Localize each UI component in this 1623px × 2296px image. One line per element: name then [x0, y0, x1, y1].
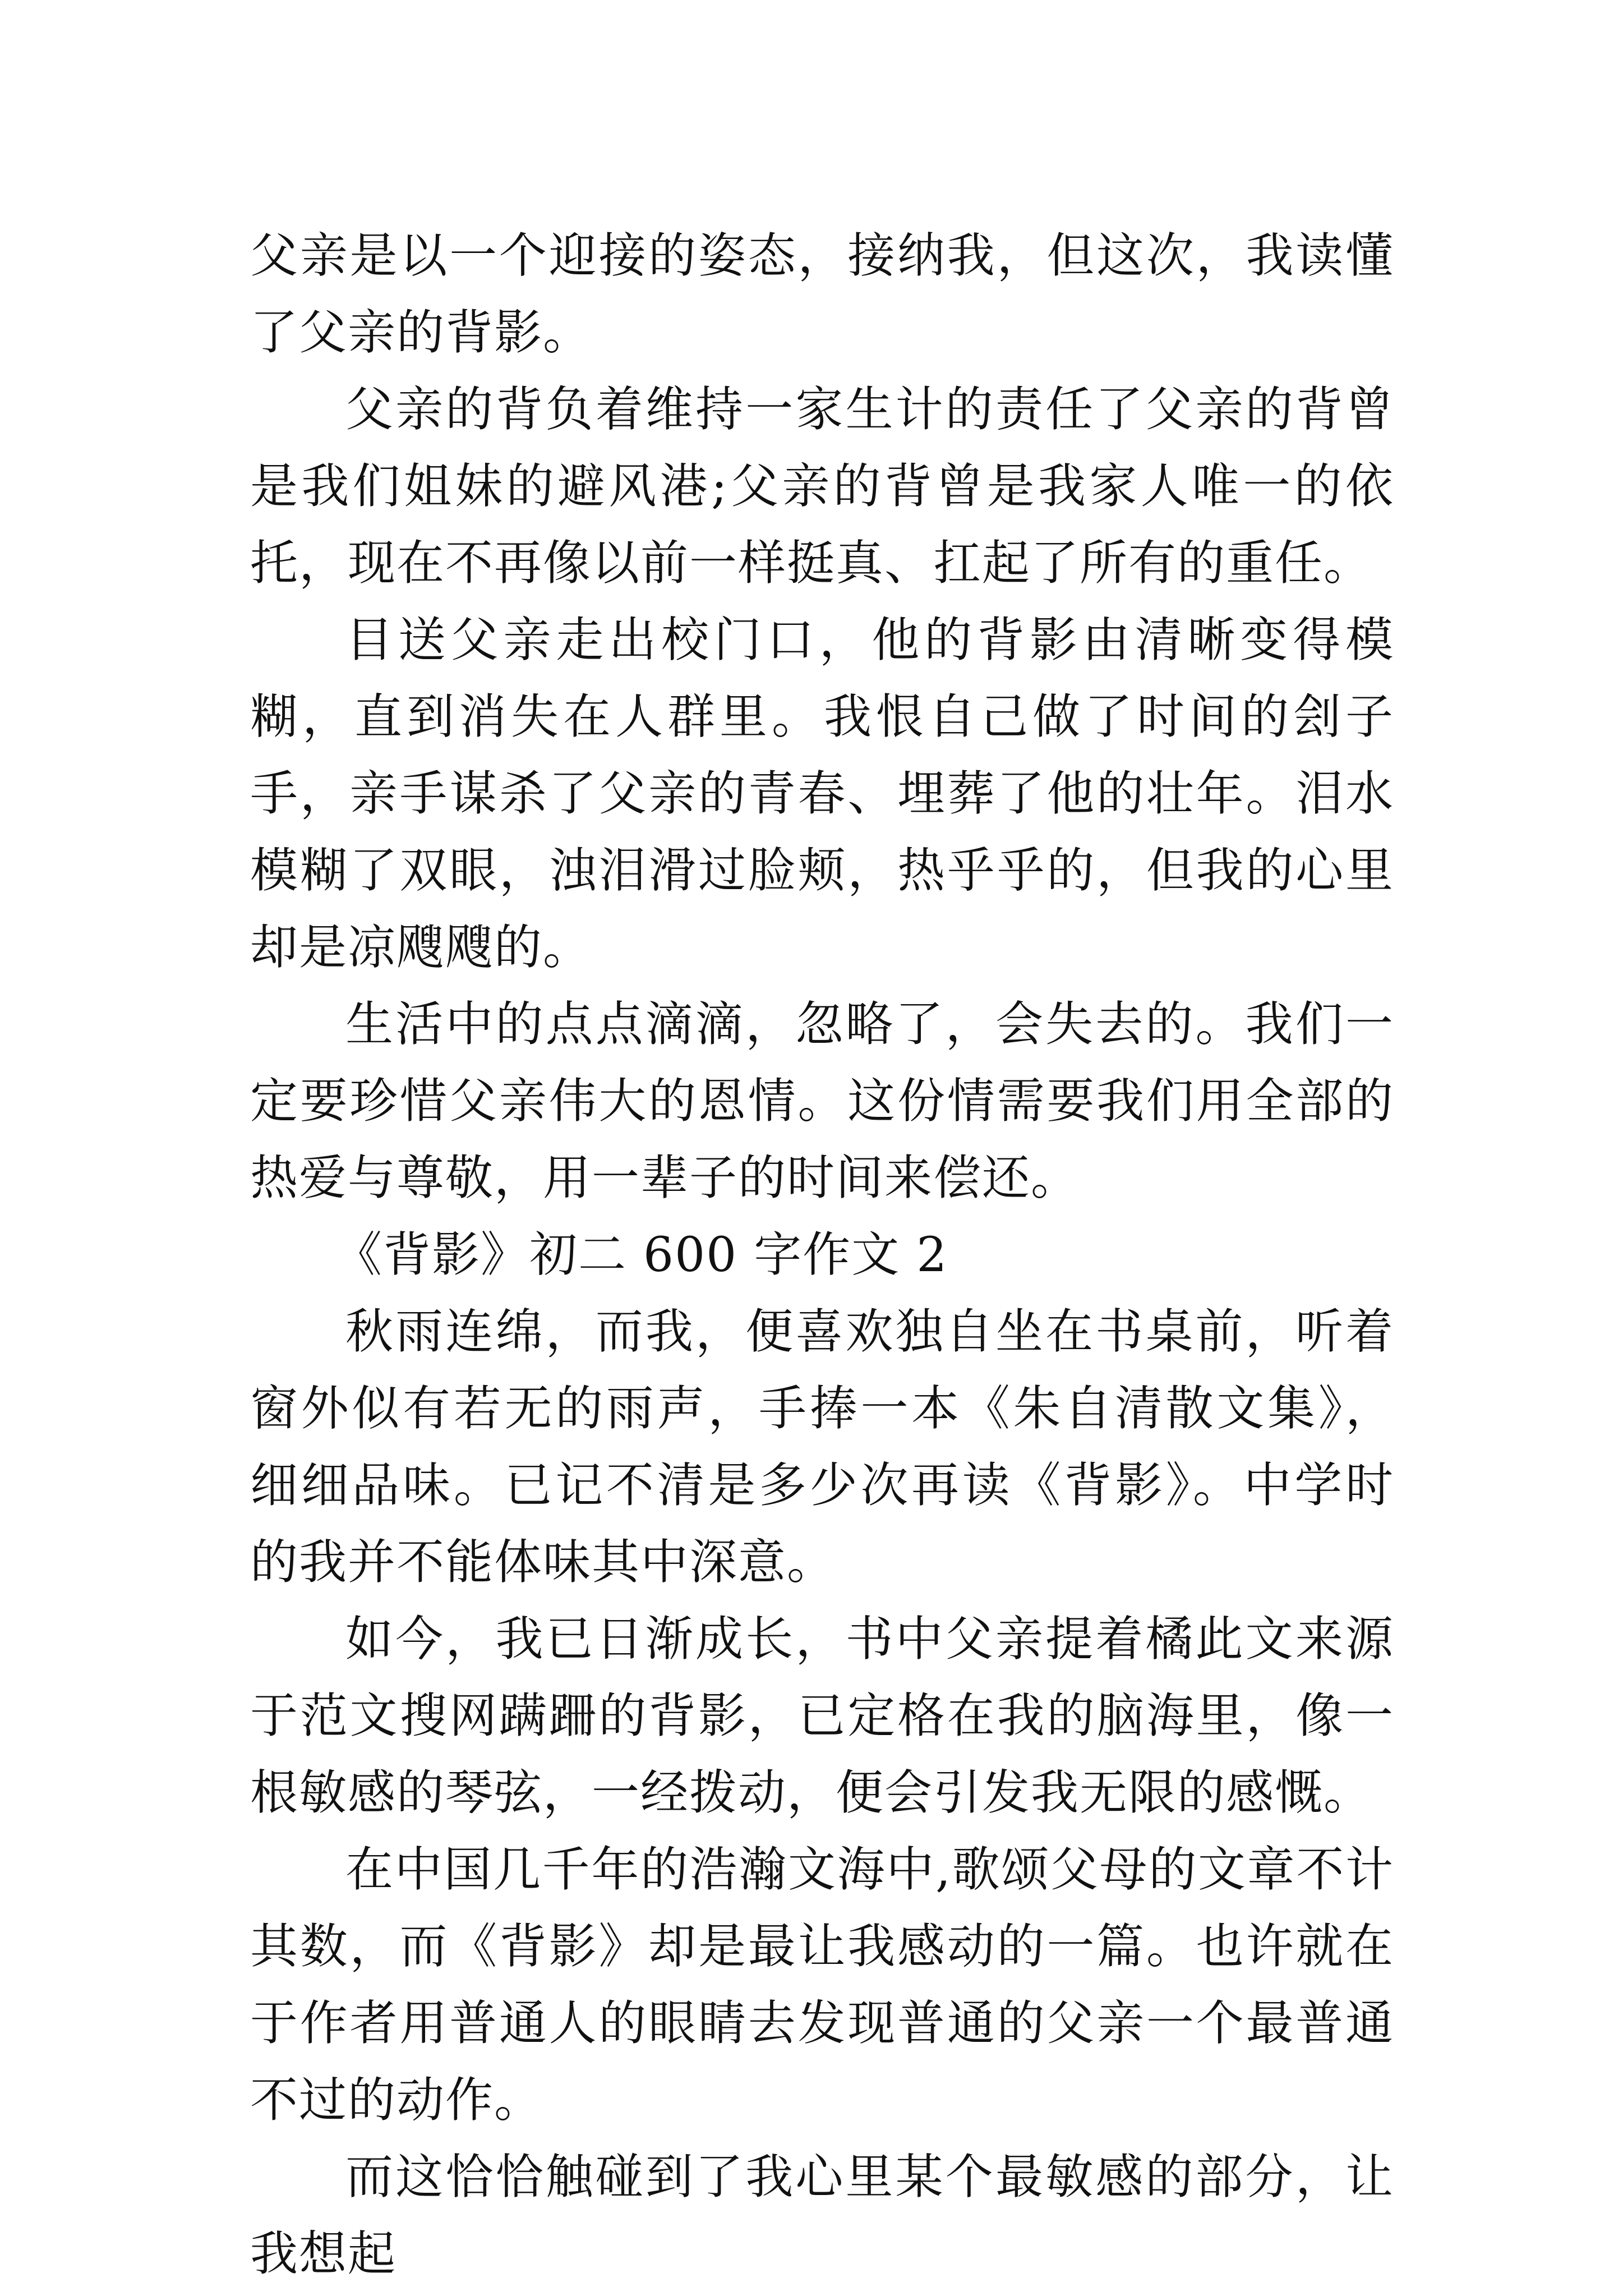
paragraph-sensitive-part: 而这恰恰触碰到了我心里某个最敏感的部分，让我想起	[250, 2150, 1394, 2282]
paragraph-literature: 在中国几千年的浩瀚文海中,歌颂父母的文章不计其数，而《背影》却是最让我感动的一篇。也许就在于作者用普通人的眼睛去发现普通的父亲一个最普通不过的动作。	[250, 1842, 1394, 2128]
paragraph-cherish: 生活中的点点滴滴，忽略了，会失去的。我们一定要珍惜父亲伟大的恩情。这份情需要我们用全部的热爱与尊敬，用一辈子的时间来偿还。	[250, 997, 1394, 1206]
paragraph-father-back-burden: 父亲的背负着维持一家生计的责任了父亲的背曾是我们姐妹的避风港;父亲的背曾是我家人唯一的依托，现在不再像以前一样挺真、扛起了所有的重任。	[250, 382, 1394, 591]
document-body	[250, 218, 1394, 2293]
paragraph-growing-up: 如今，我已日渐成长，书中父亲提着橘此文来源于范文搜网蹒跚的背影，已定格在我的脑海里，像一根敏感的琴弦，一经拨动，便会引发我无限的感慨。	[250, 1612, 1394, 1821]
paragraph-continuation: 父亲是以一个迎接的姿态，接纳我，但这次，我读懂了父亲的背影。	[250, 228, 1394, 361]
section-heading: 《背影》初二 600 字作文 2	[334, 1227, 948, 1283]
paragraph-school-gate: 目送父亲走出校门口，他的背影由清晰变得模糊，直到消失在人群里。我恨自己做了时间的刽子手，亲手谋杀了父亲的青春、埋葬了他的壮年。泪水模糊了双眼，浊泪滑过脸颊，热乎乎的，但我的心里却是凉飕飕的。	[250, 613, 1394, 976]
paragraph-autumn-rain: 秋雨连绵，而我，便喜欢独自坐在书桌前，听着窗外似有若无的雨声，手捧一本《朱自清散文集》，细细品味。已记不清是多少次再读《背影》。中学时的我并不能体味其中深意。	[250, 1304, 1394, 1590]
